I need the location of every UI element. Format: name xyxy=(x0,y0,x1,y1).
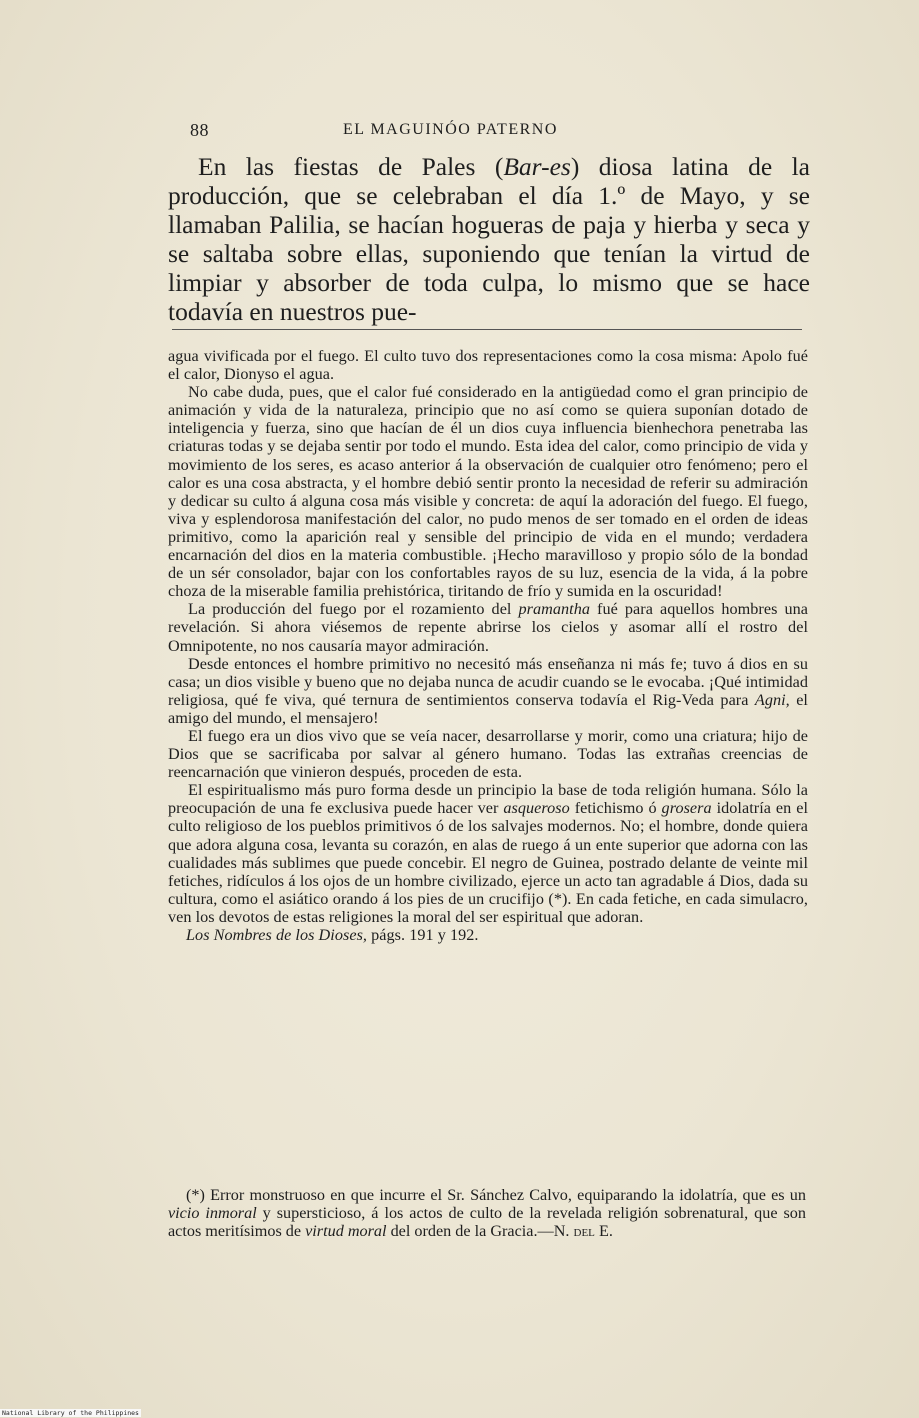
footnote xyxy=(168,1186,806,1241)
footnote-part-4: E. xyxy=(594,1222,613,1241)
quote-p3-part-1: La producción del fuego por el rozamiento del xyxy=(188,600,519,619)
footnote-part-3: del orden de la Gracia.—N. xyxy=(386,1222,574,1241)
separator-rule xyxy=(172,329,802,330)
source-title: Los Nombres de los Dioses, xyxy=(186,926,368,944)
quote-paragraph-2: No cabe duda, pues, que el calor fué considerado en la antigüedad como el gran principio de animación y vida de la naturaleza, principio que no así como se quiera suponían dotado de inteligencia y fuerza, sino que hacían de él un dios cuya influencia bienhechora penetraba las criaturas todas y se dejaba sentir por todo el mundo. Esta idea del calor, como principio de vida y movimiento de los seres, es acaso anterior á la observación de cualquier otro fenómeno; pero el calor es una cosa abstracta, y el hombre debió sentir pronto la necesidad de referir su admiración y dedicar su culto á alguna cosa más visible y concreta: de aquí la adoración del fuego. El fuego, viva y esplendorosa manifestación del calor, no pudo menos de ser tomado en el orden de ideas primitivo, como la aparición real y sensible del principio de vida en el mundo; verdadera encarnación del dios en la materia combustible. ¡Hecho maravilloso y propio sólo de la bondad de un sér consolador, bajar con los confortables rayos de su luz, esencia de la vida, á la pobre choza de la miserable familia prehistórica, tiritando de frío y sumida en la oscuridad! xyxy=(168,383,808,601)
quote-paragraph-4 xyxy=(168,655,808,727)
main-text-part-1: En las fiestas de Pales ( xyxy=(198,152,504,181)
quote-p4-italic: Agni, xyxy=(754,690,790,709)
source-pages: págs. 191 y 192. xyxy=(367,926,479,944)
page-number: 88 xyxy=(190,120,209,140)
quotation-block xyxy=(168,347,808,944)
page-header xyxy=(168,120,808,142)
main-paragraph-text xyxy=(168,152,810,326)
footnote-italic-2: virtud moral xyxy=(305,1222,387,1241)
quote-p4-part-1: Desde entonces el hombre primitivo no necesitó más enseñanza ni más fe; tuvo á dios en su casa; un dios visible y bueno que no dejaba nunca de acudir cuando se le evocaba. ¡Qué intimidad religiosa, qué fe viva, qué ternura de sentimientos conserva todavía el Rig-Veda para xyxy=(168,654,808,709)
footnote-part-2: y supersticioso, á los actos de culto de la revelada religión sobrenatural, que son actos meritísimos de xyxy=(168,1204,806,1241)
quote-p3-part-2: fué para aquellos hombres una revelación. Si ahora viésemos de repente abrirse los cielos y asomar allí el rostro del Omnipotente, no nos causaría mayor admiración. xyxy=(168,600,808,655)
quote-p4-part-2: el amigo del mundo, el mensajero! xyxy=(168,690,808,727)
quote-p6-italic-1: asqueroso xyxy=(503,799,570,818)
quote-p3-italic: pramantha xyxy=(518,600,590,619)
quote-paragraph-3 xyxy=(168,600,808,654)
main-paragraph xyxy=(168,152,810,326)
quote-paragraph-5: El fuego era un dios vivo que se veía nacer, desarrollarse y morir, como una criatura; hijo de Dios que se sacrificaba por salvar al género humano. Todas las extrañas creencias de reencarnación que vinieron después, proceden de esta. xyxy=(168,726,808,782)
quote-paragraph-1: agua vivificada por el fuego. El culto tuvo dos representaciones como la cosa misma: Apolo fué el calor, Dionyso el agua. xyxy=(168,347,808,384)
footnote-smallcaps: del xyxy=(573,1222,595,1241)
quote-source xyxy=(168,926,808,944)
quote-p6-part-1: El espiritualismo más puro forma desde un principio la base de toda religión humana. Sólo la preocupación de una fe exclusiva puede hacer ver xyxy=(168,781,808,818)
quote-p6-part-2: fetichismo ó xyxy=(569,799,662,818)
running-title: EL MAGUINÓO PATERNO xyxy=(343,121,558,138)
quote-paragraph-6 xyxy=(168,781,808,926)
main-text-part-2: ) diosa latina de la producción, que se celebraban el día 1.º de Mayo, y se llamaban Palilia, se hacían hogueras de paja y hierba y seca y se saltaba sobre ellas, suponiendo que tenían la virtud de limpiar y absorber de toda culpa, lo mismo que se hace todavía en nuestros pue- xyxy=(168,152,811,326)
main-text-italic: Bar-es xyxy=(503,152,571,181)
quote-p6-italic-2: grosera xyxy=(661,799,712,818)
footnote-text xyxy=(168,1186,806,1241)
quote-p6-part-3: idolatría en el culto religioso de los pueblos primitivos ó de los salvajes modernos. No; el hombre, donde quiera que adora alguna cosa, levanta su corazón, en alas de ruego á un ente superior que adorna con las cualidades más sublimes que puede concebir. El negro de Guinea, postrado delante de veinte mil fetiches, ridículos á los ojos de un hombre civilizado, ejerce un acto tan agradable á Dios, dada su cultura, como el asiático orando á los pies de un crucifijo (*). En cada fetiche, en cada simulacro, ven los devotos de estas religiones la moral del ser espiritual que adoran. xyxy=(168,799,809,926)
library-credit: National Library of the Philippines xyxy=(2,1409,139,1417)
footnote-part-1: (*) Error monstruoso en que incurre el Sr. Sánchez Calvo, equiparando la idolatría, que es un xyxy=(186,1186,806,1204)
footnote-italic-1: vicio inmoral xyxy=(168,1204,257,1223)
